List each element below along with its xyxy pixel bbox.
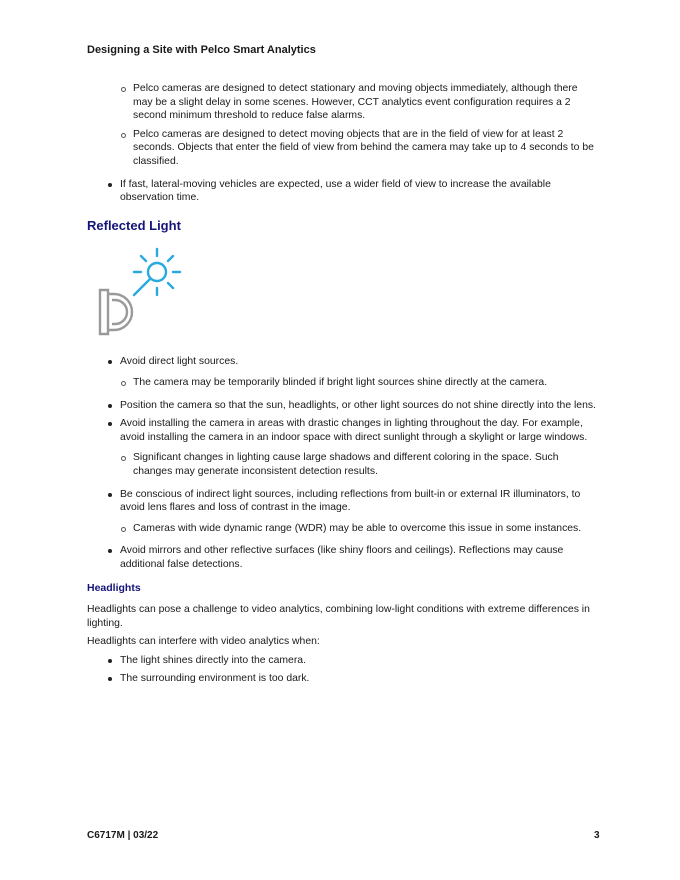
headlights-paragraph: Headlights can pose a challenge to video analytics, combining low-light conditions with extreme differences in lighting.	[87, 604, 590, 629]
list-item: Avoid direct light sources. The camera may be temporarily blinded if bright light sources shine directly at the camera.	[87, 355, 597, 389]
list-item: Position the camera so that the sun, headlights, or other light sources do not shine directly into the lens.	[120, 399, 596, 411]
top-bullet-list	[87, 178, 597, 205]
list-item: Cameras with wide dynamic range (WDR) may be able to overcome this issue in some instances.	[120, 522, 597, 536]
reflected-light-list	[87, 355, 597, 571]
footer-doc-id: C6717M | 03/22	[87, 830, 159, 841]
list-item: Significant changes in lighting cause large shadows and different coloring in the space. Such changes may generate inconsistent detection results.	[120, 451, 597, 478]
list-item: The surrounding environment is too dark.	[87, 672, 597, 686]
list-item: Be conscious of indirect light sources, including reflections from built-in or external IR illuminators, to avoid lens flares and loss of contrast in the image. Cameras with wide dynamic range (WDR) may be able to overcome this issue in some instances.	[87, 488, 597, 536]
list-item: Avoid mirrors and other reflective surfaces (like shiny floors and ceilings). Reflections may cause additional false detections.	[87, 544, 597, 571]
page-header-title: Designing a Site with Pelco Smart Analytics	[87, 44, 316, 56]
top-sub-list	[87, 82, 597, 169]
list-item: The light shines directly into the camera.	[87, 654, 597, 668]
list-item: If fast, lateral-moving vehicles are expected, use a wider field of view to increase the available observation time.	[87, 178, 597, 205]
headlights-heading: Headlights	[87, 582, 141, 595]
headlights-intro: Headlights can interfere with video analytics when:	[87, 636, 320, 648]
list-item: Pelco cameras are designed to detect stationary and moving objects immediately, although there may be a slight delay in some scenes. However, CCT analytics event configuration requires a 2 second minimum threshold to reduce false alarms.	[87, 82, 597, 123]
page-content	[87, 82, 597, 686]
list-item: The camera may be temporarily blinded if bright light sources shine directly at the camera.	[120, 376, 597, 390]
footer-page-number: 3	[594, 830, 600, 841]
list-item: Pelco cameras are designed to detect moving objects that are in the field of view for at least 2 seconds. Objects that enter the field of view from behind the camera may take up to 4 seconds to be classified.	[87, 128, 597, 169]
camera-sun-icon	[87, 242, 597, 350]
reflected-light-heading: Reflected Light	[87, 217, 181, 233]
headlights-list	[87, 654, 597, 686]
list-item: Avoid installing the camera in areas with drastic changes in lighting throughout the day. For example, avoid installing the camera in an indoor space with direct sunlight through a skylight or large windows. Significant changes in lighting cause large shadows and different coloring in the space. Such changes may generate inconsistent detection results.	[87, 417, 597, 478]
